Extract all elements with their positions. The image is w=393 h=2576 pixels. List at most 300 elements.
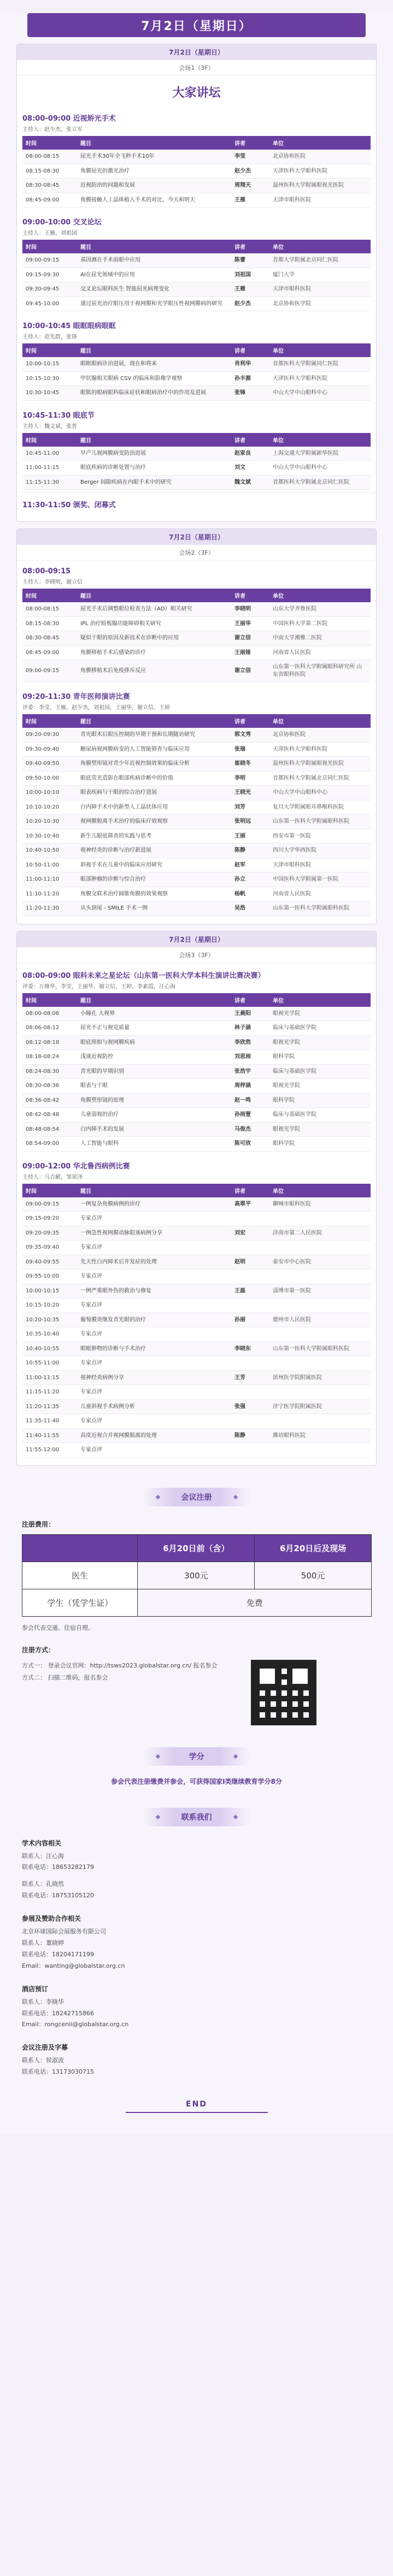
time-cell: 08:30-08:45 [22, 631, 77, 646]
unit-cell: 厦门大学 [269, 268, 371, 282]
topic-cell: 专家点评 [77, 1414, 231, 1429]
topic-cell: 小瞳孔 大视界 [77, 1007, 231, 1021]
time-cell: 08:42-08:48 [22, 1108, 77, 1123]
topic-cell: 视神经炎的诊断与治疗新进展 [77, 844, 231, 858]
session-title: 09:00-12:00 华北鲁西病例比赛 [22, 1162, 130, 1171]
unit-cell: 临床与基础医学院 [269, 1021, 371, 1036]
time-cell: 09:50-10:00 [22, 771, 77, 786]
table-row [22, 1064, 371, 1079]
table-row [22, 1313, 371, 1327]
unit-cell: 眼视光学院 [269, 1079, 371, 1094]
topic-cell: 角膜接触人工晶体植入手术的对比，今天和明天 [77, 193, 231, 207]
time-cell: 10:30-10:45 [22, 386, 77, 401]
section-head-registration: 会议注册 [142, 1488, 251, 1506]
section-head-contact: 联系我们 [142, 1808, 251, 1826]
forum-title: 大家讲坛 [172, 86, 221, 100]
contact-line: 联系人：孔晓然 [22, 1880, 64, 1888]
unit-cell [269, 1414, 371, 1429]
session [17, 1154, 376, 1460]
table-row [22, 602, 371, 616]
time-cell: 09:30-09:40 [22, 742, 77, 757]
schedule-head-row [22, 240, 371, 253]
time-cell: 10:15-10:20 [22, 1298, 77, 1313]
session-host: 主持人：赵少杰，张立军 [22, 127, 83, 133]
schedule-head-cell: 讲者 [231, 343, 269, 357]
session-list [17, 106, 376, 492]
unit-cell: 德州市人民医院 [269, 1313, 371, 1327]
unit-cell: 山东第一医科大学附属眼科医院 [269, 815, 371, 829]
schedule-head-cell: 题目 [77, 240, 231, 253]
time-cell: 09:30-09:45 [22, 282, 77, 297]
unit-cell: 四川大学华西医院 [269, 844, 371, 858]
table-row [22, 461, 371, 476]
schedule-head-cell: 单位 [269, 433, 371, 447]
schedule-table [22, 136, 371, 207]
method-text [22, 1660, 251, 1684]
session [17, 106, 376, 210]
fee-row-label: 医生 [22, 1562, 138, 1589]
qr-code-icon[interactable] [251, 1660, 316, 1725]
topic-cell: 葡萄膜炎继发青光眼的治疗 [77, 1313, 231, 1327]
time-cell: 10:00-10:15 [22, 357, 77, 371]
speaker-cell: 赵一鸣 [231, 1093, 269, 1108]
speaker-cell: 肖利华 [231, 357, 269, 371]
session [17, 210, 376, 313]
table-row [22, 1428, 371, 1443]
speaker-cell: 杨帆 [231, 887, 269, 901]
unit-cell: 天津市眼科医院 [269, 282, 371, 297]
contact-line: 联系人：董晓婷 [22, 1939, 64, 1946]
speaker-cell: 张明远 [231, 815, 269, 829]
time-cell: 08:00-08:15 [22, 150, 77, 164]
time-cell: 08:48-08:54 [22, 1122, 77, 1137]
time-cell: 11:00-11:15 [22, 461, 77, 476]
time-cell: 08:54-09:00 [22, 1137, 77, 1152]
time-cell: 08:15-08:30 [22, 164, 77, 179]
topic-cell: IPL 治疗睑板腺功能障碍相关研究 [77, 616, 231, 631]
table-row [22, 800, 371, 815]
schedule-head-cell: 单位 [269, 993, 371, 1007]
session-host: 主持人：魏文斌，张普 [22, 423, 77, 430]
contact-line: 联系电话：18242715866 [22, 2009, 94, 2017]
table-row [22, 268, 371, 282]
topic-cell: 基因测在手术前眼中应用 [77, 253, 231, 268]
topic-cell: 先天性白内障术后并发症的处理 [77, 1255, 231, 1269]
table-row [22, 815, 371, 829]
time-cell: 10:55-11:00 [22, 1356, 77, 1371]
contact-group [22, 2043, 371, 2078]
topic-cell: 眼底照相与视网膜疾病 [77, 1035, 231, 1050]
end-line [126, 2112, 268, 2113]
table-row [22, 645, 371, 660]
session-title: 10:45-11:30 眼底节 [22, 411, 95, 420]
session-host: 主持人：马吉献，邹荣泽 [22, 1174, 83, 1180]
session-host: 主持人：范先群，张锋 [22, 334, 77, 340]
session-title: 08:00-09:00 近视矫光手术 [22, 115, 116, 123]
schedule-head-cell: 时间 [22, 993, 77, 1007]
fee-cell: 500元 [255, 1562, 372, 1589]
unit-cell: 河南省人民医院 [269, 887, 371, 901]
contact-line: Email：rongcenli@globalstar.org.cn [22, 2021, 129, 2028]
contact-group-title: 学术内容相关 [22, 1839, 62, 1847]
schedule-table [22, 240, 371, 311]
table-row [22, 1197, 371, 1212]
time-cell: 09:15-09:20 [22, 1212, 77, 1226]
unit-cell: 淄博市第一医院 [269, 1284, 371, 1298]
topic-cell: 白内障手术的发展 [77, 1122, 231, 1137]
unit-cell: 上海交通大学附属新华医院 [269, 447, 371, 461]
fee-row-label: 学生（凭学生证） [22, 1589, 138, 1616]
time-cell: 08:15-08:30 [22, 616, 77, 631]
speaker-cell: 周梓涵 [231, 1079, 269, 1094]
table-row [22, 1298, 371, 1313]
topic-cell: 高度近视合并视网膜脱离的处理 [77, 1428, 231, 1443]
speaker-cell: 王芳 [231, 1370, 269, 1385]
speaker-cell: 陈蕾 [231, 253, 269, 268]
topic-cell: AI在屈光领域中的应用 [77, 268, 231, 282]
date-bar: 7月2日（星期日） [17, 931, 376, 947]
unit-cell: 中南大学湘雅二医院 [269, 631, 371, 646]
topic-cell: 眼表与干眼 [77, 1079, 231, 1094]
table-row [22, 1212, 371, 1226]
table-row [22, 1021, 371, 1036]
session-host: 主持人：王雁，刘祖国 [22, 230, 77, 236]
unit-cell: 首都大学附属北京同仁医院 [269, 253, 371, 268]
time-cell: 10:40-10:55 [22, 1342, 77, 1356]
time-cell: 09:15-09:30 [22, 268, 77, 282]
unit-cell: 首都医科大学附属北京同仁医院 [269, 475, 371, 490]
schedule-head-row [22, 343, 371, 357]
topic-cell: 屈光不正与视觉质量 [77, 1021, 231, 1036]
speaker-cell [231, 1240, 269, 1255]
topic-cell: 角膜塑形镜的原理 [77, 1093, 231, 1108]
table-row [22, 757, 371, 771]
table-row [22, 631, 371, 646]
speaker-cell: 孙丰源 [231, 371, 269, 386]
speaker-cell: 刘芳 [231, 800, 269, 815]
unit-cell: 复旦大学附属眼耳鼻喉科医院 [269, 800, 371, 815]
time-cell: 11:00-11:15 [22, 1370, 77, 1385]
registration-methods [22, 1660, 371, 1725]
topic-cell: 青光眼术后眼压控制的早期干预和长期随访研究 [77, 728, 231, 742]
unit-cell: 中山大学中山眼科中心 [269, 386, 371, 401]
time-cell: 08:00-08:15 [22, 602, 77, 616]
contact-line: 联系电话：13173030715 [22, 2068, 94, 2076]
table-row [22, 1255, 371, 1269]
speaker-cell: 李晓东 [231, 1342, 269, 1356]
speaker-cell: 魏文斌 [231, 475, 269, 490]
topic-cell: 新生儿眼底筛查的实践与思考 [77, 829, 231, 844]
time-cell: 09:00-09:15 [22, 253, 77, 268]
time-cell: 11:55-12:00 [22, 1443, 77, 1458]
unit-cell [269, 1443, 371, 1458]
unit-cell: 温州医科大学附属眼视光医院 [269, 179, 371, 193]
speaker-cell: 林子涵 [231, 1021, 269, 1036]
time-cell: 11:10-11:20 [22, 887, 77, 901]
unit-cell [269, 1298, 371, 1313]
table-row [22, 386, 371, 401]
unit-cell: 首都医科大学附属北京同仁医院 [269, 771, 371, 786]
speaker-cell: 陈静 [231, 844, 269, 858]
unit-cell: 临床与基础医学院 [269, 1064, 371, 1079]
schedule-head-row [22, 136, 371, 150]
time-cell: 08:45-09:00 [22, 193, 77, 207]
unit-cell: 泰安市中心医院 [269, 1255, 371, 1269]
unit-cell: 中山大学中山眼科中心 [269, 786, 371, 800]
contact-line: Email：wanting@globalstar.org.cn [22, 1962, 125, 1969]
topic-cell: 眼肌的眼病眼科临床症状和眼病治疗中的作用及进展 [77, 386, 231, 401]
table-row [22, 150, 371, 164]
session [17, 684, 376, 918]
topic-cell: 近视防治的问题和发展 [77, 179, 231, 193]
speaker-cell [231, 1298, 269, 1313]
topic-cell: 专家点评 [77, 1385, 231, 1400]
fee-note: 参会代表交通、住宿自理。 [22, 1624, 94, 1631]
schedule-head-row [22, 589, 371, 602]
time-cell: 10:00-10:15 [22, 1284, 77, 1298]
speaker-cell: 赵军 [231, 858, 269, 872]
speaker-cell [231, 1385, 269, 1400]
schedule-head-cell: 讲者 [231, 240, 269, 253]
topic-cell: 眼眶肿物的诊断与手术治疗 [77, 1342, 231, 1356]
topic-cell: 浅谈近视防控 [77, 1050, 231, 1065]
speaker-cell: 谢立信 [231, 631, 269, 646]
table-row [22, 282, 371, 297]
unit-cell: 眼科学院 [269, 1137, 371, 1152]
unit-cell: 天津医科大学眼科医院 [269, 164, 371, 179]
table-row [22, 1284, 371, 1298]
schedule-head-cell: 单位 [269, 343, 371, 357]
schedule-head-row [22, 714, 371, 728]
unit-cell: 济宁医学院附属医院 [269, 1399, 371, 1414]
program-block-2 [16, 529, 377, 924]
contact-line: 联系人：李晓华 [22, 1998, 64, 2005]
speaker-cell: 赵家良 [231, 447, 269, 461]
speaker-cell: 陈静 [231, 1428, 269, 1443]
time-cell: 08:00-08:06 [22, 1007, 77, 1021]
time-cell: 10:45-11:00 [22, 447, 77, 461]
table-row [22, 1137, 371, 1152]
table-row [22, 1443, 371, 1458]
speaker-cell: 孙雨萱 [231, 1108, 269, 1123]
topic-cell: 白内障手术中的新型人工晶状体应用 [77, 800, 231, 815]
unit-cell: 北京协和医学院 [269, 296, 371, 311]
topic-cell: 儿童斜视手术病例分析 [77, 1399, 231, 1414]
time-cell: 08:30-08:45 [22, 179, 77, 193]
contact-line: 联系人：侯淑波 [22, 2057, 64, 2064]
contact-line: 联系电话：18753105120 [22, 1892, 94, 1900]
schedule-head-cell: 讲者 [231, 993, 269, 1007]
session-title: 10:00-10:45 眼眶眼病眼眶 [22, 322, 116, 330]
topic-cell: 角膜塑形镜对青少年近视控制效果的临床分析 [77, 757, 231, 771]
unit-cell [269, 1385, 371, 1400]
unit-cell [269, 1269, 371, 1284]
unit-cell: 眼科学院 [269, 1050, 371, 1065]
time-cell: 08:12-08:18 [22, 1035, 77, 1050]
closing-session: 11:30-11:50 颁奖、闭幕式 [17, 492, 376, 516]
topic-cell: 一例复杂角膜病例的诊疗 [77, 1197, 231, 1212]
unit-cell: 中国医科大学第二医院 [269, 616, 371, 631]
unit-cell: 眼视光学院 [269, 1035, 371, 1050]
schedule-head-cell: 题目 [77, 714, 231, 728]
unit-cell: 眼视光学院 [269, 1122, 371, 1137]
time-cell: 08:45-09:00 [22, 645, 77, 660]
table-row [22, 1399, 371, 1414]
venue-bar: 会场1（3F） [17, 60, 376, 76]
topic-cell: 儿童弱视的治疗 [77, 1108, 231, 1123]
table-row [22, 179, 371, 193]
table-row [22, 771, 371, 786]
schedule-table [22, 714, 371, 916]
time-cell: 10:50-11:00 [22, 858, 77, 872]
venue-bar: 会场2（3F） [17, 545, 376, 561]
speaker-cell [231, 1443, 269, 1458]
speaker-cell: 刘祖国 [231, 268, 269, 282]
table-row [22, 844, 371, 858]
speaker-cell: 孙丽 [231, 1313, 269, 1327]
speaker-cell [231, 1212, 269, 1226]
topic-cell: 人工智能与眼科 [77, 1137, 231, 1152]
method-label: 注册方式： [22, 1646, 55, 1654]
speaker-cell: 王晓光 [231, 786, 269, 800]
schedule-head-cell: 题目 [77, 589, 231, 602]
program-block-1 [16, 44, 377, 522]
table-row [22, 1342, 371, 1356]
unit-cell: 中山大学中山眼科中心 [269, 461, 371, 476]
topic-cell: 视网膜脱离手术治疗的临床疗效观察 [77, 815, 231, 829]
fee-head-cell [22, 1534, 138, 1562]
session [17, 403, 376, 492]
time-cell: 09:45-10:00 [22, 296, 77, 311]
schedule-head-cell: 讲者 [231, 714, 269, 728]
schedule-head-cell: 时间 [22, 136, 77, 150]
table-row [22, 858, 371, 872]
speaker-cell: 李晓明 [231, 602, 269, 616]
session-title: 09:20-11:30 青年医师演讲比赛 [22, 693, 130, 701]
topic-cell: 眼底荧光造影在眼部疾病诊断中的价值 [77, 771, 231, 786]
unit-cell: 眼视光学院 [269, 1007, 371, 1021]
speaker-cell: 张强 [231, 1399, 269, 1414]
schedule-head-cell: 单位 [269, 714, 371, 728]
speaker-cell: 王雁 [231, 193, 269, 207]
topic-cell: 通过屈光治疗眼压用于视网膜和光学眼压性视网膜病的研究 [77, 296, 231, 311]
topic-cell: 屈光手术30年全飞秒手术10年 [77, 150, 231, 164]
time-cell: 09:40-09:50 [22, 757, 77, 771]
schedule-table [22, 343, 371, 401]
speaker-cell: 王丽 [231, 829, 269, 844]
time-cell: 10:15-10:30 [22, 371, 77, 386]
schedule-head-cell: 讲者 [231, 433, 269, 447]
fee-row-doctor [22, 1562, 372, 1589]
time-cell: 10:10-10:20 [22, 800, 77, 815]
speaker-cell: 马俊杰 [231, 1122, 269, 1137]
unit-cell: 中国医科大学附属第一医院 [269, 872, 371, 887]
table-row [22, 1079, 371, 1094]
unit-cell [269, 1356, 371, 1371]
speaker-cell: 张瑞 [231, 742, 269, 757]
contact-group [22, 1914, 371, 1972]
schedule-table [22, 993, 371, 1152]
table-row [22, 475, 371, 490]
time-cell: 09:00-09:15 [22, 1197, 77, 1212]
contact-line: 联系电话：18204171199 [22, 1950, 94, 1958]
table-row [22, 1356, 371, 1371]
schedule-head-cell: 时间 [22, 714, 77, 728]
speaker-cell: 王丽华 [231, 616, 269, 631]
topic-cell: 一例急性视网膜动脉阻塞病例分享 [77, 1226, 231, 1240]
time-cell: 08:36-08:42 [22, 1093, 77, 1108]
schedule-head-cell: 讲者 [231, 136, 269, 150]
speaker-cell: 高翠平 [231, 1197, 269, 1212]
contact-line: 联系电话：18653282179 [22, 1863, 94, 1871]
credit-text: 参会代表注册缴费并参会，可获得国家I类继续教育学分8分 [111, 1777, 282, 1785]
unit-cell [269, 1240, 371, 1255]
table-row [22, 901, 371, 916]
contact-group-title: 酒店预订 [22, 1985, 49, 1993]
schedule-head-row [22, 433, 371, 447]
table-row [22, 786, 371, 800]
table-row [22, 872, 371, 887]
topic-cell: 屈光手术后调整眼位检查方法（AD）相关研究 [77, 602, 231, 616]
unit-cell: 滨州医学院附属医院 [269, 1370, 371, 1385]
speaker-cell: 郭文秀 [231, 728, 269, 742]
method-2: 方式二： 扫描二维码，报名参会 [22, 1673, 108, 1681]
speaker-cell: 赵少杰 [231, 164, 269, 179]
topic-cell: 斜视手术在儿童中的临床应用研究 [77, 858, 231, 872]
topic-cell: 专家点评 [77, 1212, 231, 1226]
unit-cell: 天津医科大学眼科医院 [269, 371, 371, 386]
time-cell: 09:20-09:30 [22, 728, 77, 742]
speaker-cell: 赵少杰 [231, 296, 269, 311]
unit-cell: 聊城市眼科医院 [269, 1197, 371, 1212]
unit-cell: 天津医科大学眼科医院 [269, 742, 371, 757]
time-cell: 09:00-09:15 [22, 660, 77, 682]
topic-cell: 青光眼的早期识别 [77, 1064, 231, 1079]
time-cell: 11:20-11:35 [22, 1399, 77, 1414]
method-1: 方式一： 登录会议官网：http://tsws2023.globalstar.org.cn/ 报名参会 [22, 1661, 218, 1669]
schedule-head-cell: 时间 [22, 240, 77, 253]
unit-cell: 临床与基础医学院 [269, 1108, 371, 1123]
table-row [22, 1269, 371, 1284]
unit-cell: 济南市第二人民医院 [269, 1226, 371, 1240]
schedule-head-cell: 单位 [269, 136, 371, 150]
session [17, 561, 376, 684]
contact-group [22, 1838, 371, 1902]
speaker-cell: 崔晓冬 [231, 757, 269, 771]
topic-cell: 眼底疾病的诊断处置与治疗 [77, 461, 231, 476]
speaker-cell: 陈可欣 [231, 1137, 269, 1152]
table-row [22, 1122, 371, 1137]
fee-head-cell: 6月20日后及现场 [255, 1534, 372, 1562]
page [0, 13, 393, 2135]
contact-section [22, 1838, 371, 2079]
table-row [22, 357, 371, 371]
topic-cell: 角膜移植手术后感染的诊疗 [77, 645, 231, 660]
time-cell: 10:35-10:40 [22, 1327, 77, 1342]
topic-cell: 专家点评 [77, 1356, 231, 1371]
table-row [22, 1240, 371, 1255]
table-row [22, 1007, 371, 1021]
time-cell: 11:15-11:30 [22, 475, 77, 490]
topic-cell: 专家点评 [77, 1240, 231, 1255]
session-host: 评委：万修华，李莹，王丽华，谢立信，王婷，李素霞，汪心海 [22, 983, 175, 990]
topic-cell: 角膜移植术后免疫排斥反应 [77, 660, 231, 682]
time-cell: 10:40-10:50 [22, 844, 77, 858]
unit-cell: 西安市第一医院 [269, 829, 371, 844]
time-cell: 10:20-10:30 [22, 815, 77, 829]
schedule-table [22, 1184, 371, 1458]
time-cell: 09:35-09:40 [22, 1240, 77, 1255]
